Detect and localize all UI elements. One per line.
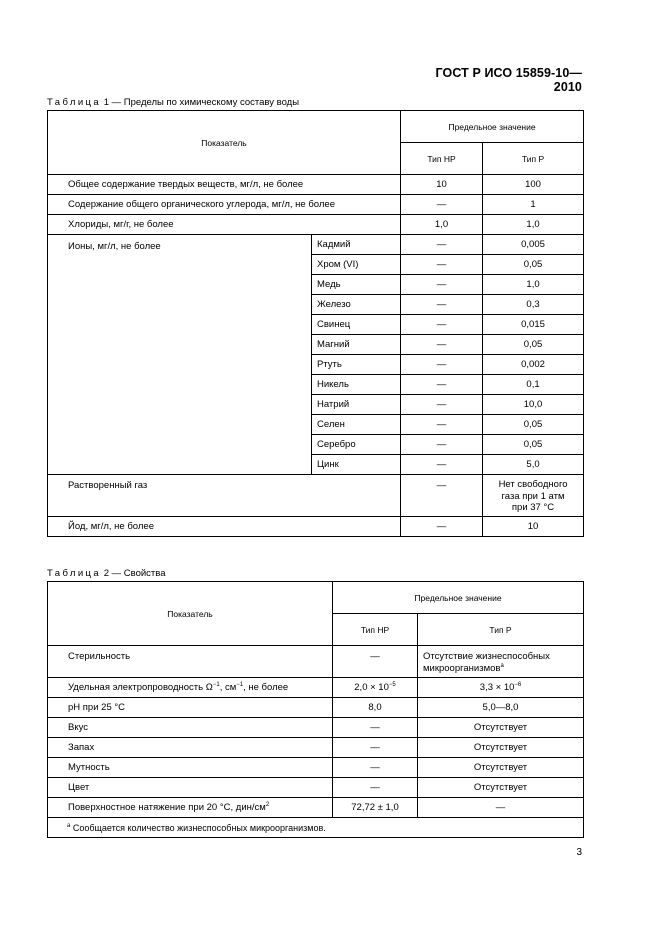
row-label: Растворенный газ xyxy=(48,475,401,517)
row-value-p: 10 xyxy=(483,517,584,537)
row-value-p xyxy=(418,678,584,698)
ion-name: Серебро xyxy=(312,435,401,455)
row-value-p: 0,005 xyxy=(483,235,584,255)
ion-name: Кадмий xyxy=(312,235,401,255)
row-value-np: — xyxy=(401,275,483,295)
table-row xyxy=(48,475,584,517)
row-value-p xyxy=(483,475,584,517)
conductivity-label-b: , см xyxy=(219,682,237,693)
sterility-value-text: микроорганизмов xyxy=(423,662,501,674)
surface-label: Поверхностное натяжение при 20 °С, дин/см xyxy=(68,802,266,813)
row-value-p: 0,1 xyxy=(483,375,584,395)
row-value-p: — xyxy=(418,798,584,818)
ion-name: Селен xyxy=(312,415,401,435)
table-row xyxy=(48,778,584,798)
table2-caption-prefix: Таблица xyxy=(47,568,102,579)
table-row xyxy=(48,646,584,678)
row-value-np: — xyxy=(401,335,483,355)
row-value-p: 0,05 xyxy=(483,435,584,455)
ion-name: Магний xyxy=(312,335,401,355)
ions-label: Ионы, мг/л, не более xyxy=(48,235,312,475)
np-base: 2,0 × 10 xyxy=(354,682,389,693)
table1-header-limit: Предельное значение xyxy=(401,111,584,143)
row-value-np: — xyxy=(333,778,418,798)
ion-name: Цинк xyxy=(312,455,401,475)
row-label: Общее содержание твердых веществ, мг/л, не более xyxy=(48,175,401,195)
row-label: Запах xyxy=(48,738,333,758)
table-row xyxy=(48,517,584,537)
table-row xyxy=(48,738,584,758)
row-value-p: 0,3 xyxy=(483,295,584,315)
gas-value-line1: Нет свободного xyxy=(498,479,568,490)
row-value-p: Отсутствует xyxy=(418,738,584,758)
conductivity-label-c: , не более xyxy=(243,682,289,693)
row-label xyxy=(48,798,333,818)
row-value-p: 10,0 xyxy=(483,395,584,415)
row-label: Йод, мг/л, не более xyxy=(48,517,401,537)
table-row xyxy=(48,718,584,738)
row-value-np: — xyxy=(401,415,483,435)
row-value-np: — xyxy=(401,375,483,395)
row-label: Содержание общего органического углерода, мг/л, не более xyxy=(48,195,401,215)
table1 xyxy=(47,110,584,537)
row-value-np: — xyxy=(333,646,418,678)
row-value-np: 72,72 ± 1,0 xyxy=(333,798,418,818)
row-label: Хлориды, мг/г, не более xyxy=(48,215,401,235)
table1-header-indicator: Показатель xyxy=(48,111,401,175)
row-label xyxy=(48,678,333,698)
row-label: Цвет xyxy=(48,778,333,798)
row-value-np: — xyxy=(401,475,483,517)
row-value-np: — xyxy=(401,295,483,315)
row-value-p: 0,05 xyxy=(483,335,584,355)
gas-value-line3: при 37 °С xyxy=(511,502,555,513)
ion-name: Ртуть xyxy=(312,355,401,375)
row-value-p: Отсутствует xyxy=(418,758,584,778)
table2-header-limit: Предельное значение xyxy=(333,582,584,614)
row-value-p xyxy=(418,646,584,678)
row-label: Стерильность xyxy=(48,646,333,678)
row-value-np: — xyxy=(333,758,418,778)
ion-name: Железо xyxy=(312,295,401,315)
table-row xyxy=(48,758,584,778)
table2-footnote xyxy=(48,818,584,838)
row-value-np: — xyxy=(333,718,418,738)
page-number: 3 xyxy=(576,847,582,858)
ion-name: Медь xyxy=(312,275,401,295)
row-value-np: — xyxy=(401,435,483,455)
ion-name: Никель xyxy=(312,375,401,395)
sterility-value-line1: Отсутствие жизнеспособных xyxy=(423,651,550,662)
row-value-np xyxy=(333,678,418,698)
row-value-p: 0,002 xyxy=(483,355,584,375)
row-value-np: — xyxy=(401,395,483,415)
p-base: 3,3 × 10 xyxy=(479,682,515,693)
table1-caption xyxy=(47,97,299,108)
row-value-p: 0,05 xyxy=(483,415,584,435)
table2-caption xyxy=(47,568,165,579)
table1-header-type-np: Тип НР xyxy=(401,143,483,175)
row-value-np: — xyxy=(401,315,483,335)
table-row xyxy=(48,678,584,698)
table-row xyxy=(48,698,584,718)
row-value-p: Отсутствует xyxy=(418,718,584,738)
row-value-p: 1 xyxy=(483,195,584,215)
row-value-p: 0,05 xyxy=(483,255,584,275)
row-value-p: 1,0 xyxy=(483,215,584,235)
table1-caption-text: 1 — Пределы по химическому составу воды xyxy=(103,97,300,108)
table1-caption-prefix: Таблица xyxy=(47,97,102,108)
table2-caption-text: 2 — Свойства xyxy=(103,568,166,579)
row-value-np: — xyxy=(401,235,483,255)
footnote-text: Сообщается количество жизнеспособных микроорганизмов. xyxy=(70,822,326,833)
row-value-p: 5,0—8,0 xyxy=(418,698,584,718)
row-value-p: 5,0 xyxy=(483,455,584,475)
ion-name: Хром (VI) xyxy=(312,255,401,275)
row-value-p: 0,015 xyxy=(483,315,584,335)
row-label: Мутность xyxy=(48,758,333,778)
table-row xyxy=(48,235,584,255)
table-row xyxy=(48,175,584,195)
np-exp: −5 xyxy=(388,682,396,688)
table2-header-type-np: Тип НР xyxy=(333,614,418,646)
sterility-value-line2 xyxy=(423,663,583,675)
row-value-np: — xyxy=(401,455,483,475)
gas-value-line2: газа при 1 атм xyxy=(501,490,565,502)
table2-header-indicator: Показатель xyxy=(48,582,333,646)
conductivity-sup1: −1 xyxy=(212,682,220,688)
row-value-np: — xyxy=(333,738,418,758)
footnote-mark: a xyxy=(67,822,71,829)
ion-name: Свинец xyxy=(312,315,401,335)
row-value-np: 10 xyxy=(401,175,483,195)
row-value-np: — xyxy=(401,255,483,275)
conductivity-label-a: Удельная электропроводность Ω xyxy=(68,682,213,693)
row-value-np: — xyxy=(401,355,483,375)
table2-header-type-p: Тип Р xyxy=(418,614,584,646)
p-exp: −6 xyxy=(514,682,522,688)
table2 xyxy=(47,581,584,838)
document-code: ГОСТ Р ИСО 15859-10—2010 xyxy=(435,66,582,94)
row-value-np: — xyxy=(401,517,483,537)
row-label: pH при 25 °С xyxy=(48,698,333,718)
row-label: Вкус xyxy=(48,718,333,738)
table-row xyxy=(48,215,584,235)
conductivity-sup2: −1 xyxy=(236,682,244,688)
table1-header-type-p: Тип Р xyxy=(483,143,584,175)
row-value-np: — xyxy=(401,195,483,215)
table-row xyxy=(48,798,584,818)
row-value-p: Отсутствует xyxy=(418,778,584,798)
row-value-p: 1,0 xyxy=(483,275,584,295)
row-value-p: 100 xyxy=(483,175,584,195)
ion-name: Натрий xyxy=(312,395,401,415)
row-value-np: 8,0 xyxy=(333,698,418,718)
surface-sup: 2 xyxy=(265,802,270,808)
table-row xyxy=(48,195,584,215)
footnote-mark: a xyxy=(500,662,504,669)
row-value-np: 1,0 xyxy=(401,215,483,235)
